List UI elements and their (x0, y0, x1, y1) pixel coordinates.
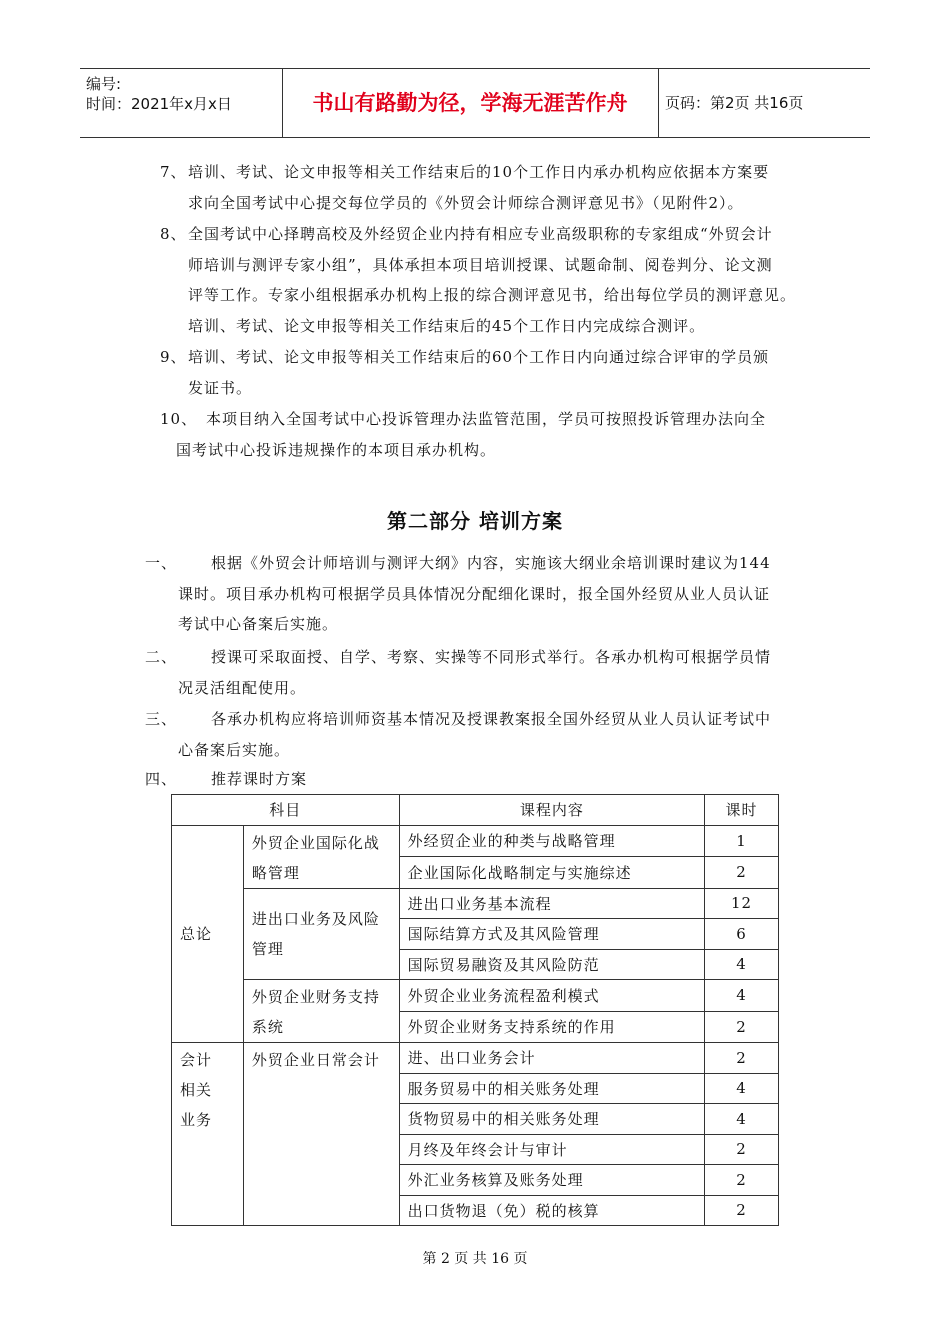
hours-cell: 2 (705, 857, 779, 889)
subject-line: 外贸企业日常会计 (251, 1051, 380, 1069)
course-hours-table (171, 794, 779, 1226)
page-header (80, 68, 870, 138)
item-number: 一、 (145, 554, 178, 572)
category-line: 会计 (180, 1051, 213, 1069)
item-line: 推荐课时方案 (211, 770, 308, 788)
item-line: 全国考试中心择聘高校及外经贸企业内持有相应专业高级职称的专家组成“外贸会计 (188, 225, 773, 243)
content-cell: 外汇业务核算及账务处理 (399, 1165, 704, 1196)
subject-line: 进出口业务及风险 (251, 909, 380, 928)
content-cell: 外贸企业财务支持系统的作用 (399, 1011, 704, 1043)
page-footer: 第 2 页 共 16 页 (422, 1251, 528, 1267)
content-cell: 外贸企业业务流程盈利模式 (399, 980, 704, 1012)
subject-cell (243, 980, 399, 1043)
item-line: 况灵活组配使用。 (178, 678, 307, 697)
content-cell: 出口货物退（免）税的核算 (399, 1195, 704, 1226)
header-motto: 书山有路勤为径，学海无涯苦作舟 (282, 69, 659, 137)
item-line: 考试中心备案后实施。 (178, 615, 339, 633)
subject-line: 系统 (251, 1018, 284, 1036)
section-title: 第二部分 培训方案 (387, 509, 563, 533)
header-subject: 科目 (172, 795, 400, 826)
subject-line: 略管理 (251, 863, 300, 882)
table-row (172, 825, 779, 857)
hours-cell: 6 (705, 919, 779, 950)
item-number: 7、 (160, 163, 187, 181)
subject-cell (243, 825, 399, 888)
item-number: 9、 (160, 348, 187, 366)
hours-cell: 4 (705, 980, 779, 1012)
item-line: 各承办机构应将培训师资基本情况及授课教案报全国外经贸从业人员认证考试中 (211, 710, 772, 728)
item-number: 10、 (160, 410, 198, 428)
category-cell: 总论 (172, 825, 244, 1043)
subject-cell (243, 888, 399, 980)
table-row (172, 888, 779, 919)
header-hours: 课时 (705, 795, 779, 826)
content-cell: 进出口业务基本流程 (399, 888, 704, 919)
category-line: 相关 (180, 1081, 213, 1099)
header-page-label: 页码：第2页 共16页 (665, 94, 804, 112)
header-meta (80, 69, 283, 137)
subject-line: 管理 (251, 939, 284, 958)
content-cell: 月终及年终会计与审计 (399, 1134, 704, 1165)
hours-cell: 4 (705, 949, 779, 980)
subject-line: 外贸企业财务支持 (251, 988, 380, 1006)
content-cell: 国际贸易融资及其风险防范 (399, 949, 704, 980)
item-number: 二、 (145, 648, 178, 666)
content-cell: 进、出口业务会计 (399, 1043, 704, 1074)
content-cell: 外经贸企业的种类与战略管理 (399, 825, 704, 857)
serial-label: 编号: (86, 75, 122, 93)
category-line: 业务 (180, 1111, 213, 1129)
item-line: 培训、考试、论文申报等相关工作结束后的60个工作日内向通过综合评审的学员颁 (188, 348, 770, 366)
date-label: 时间：2021年x月x日 (86, 95, 232, 113)
item-line: 根据《外贸会计师培训与测评大纲》内容，实施该大纲业余培训课时建议为144 (211, 554, 771, 572)
subject-line: 外贸企业国际化战 (251, 833, 380, 852)
item-line: 发证书。 (188, 378, 253, 397)
header-content: 课程内容 (399, 795, 704, 826)
item-line: 求向全国考试中心提交每位学员的《外贸会计师综合测评意见书》（见附件2）。 (188, 193, 744, 212)
hours-cell: 12 (705, 888, 779, 919)
subject-cell (243, 1043, 399, 1226)
item-line: 国考试中心投诉违规操作的本项目承办机构。 (176, 440, 497, 459)
item-number: 四、 (145, 770, 178, 788)
item-line: 师培训与测评专家小组”，具体承担本项目培训授课、试题命制、阅卷判分、论文测 (188, 255, 773, 274)
hours-cell: 4 (705, 1104, 779, 1135)
table-row (172, 980, 779, 1012)
item-line: 本项目纳入全国考试中心投诉管理办法监管范围，学员可按照投诉管理办法向全 (206, 410, 767, 428)
item-line: 评等工作。专家小组根据承办机构上报的综合测评意见书，给出每位学员的测评意见。 (188, 286, 797, 304)
item-number: 三、 (145, 710, 178, 728)
table-row (172, 1043, 779, 1074)
content-cell: 企业国际化战略制定与实施综述 (399, 857, 704, 889)
hours-cell: 2 (705, 1165, 779, 1196)
item-line: 培训、考试、论文申报等相关工作结束后的10个工作日内承办机构应依据本方案要 (188, 163, 770, 181)
item-line: 课时。项目承办机构可根据学员具体情况分配细化课时，报全国外经贸从业人员认证 (178, 584, 771, 603)
hours-cell: 4 (705, 1073, 779, 1104)
hours-cell: 2 (705, 1195, 779, 1226)
item-line: 授课可采取面授、自学、考察、实操等不同形式举行。各承办机构可根据学员情 (211, 648, 772, 666)
category-cell (172, 1043, 244, 1226)
item-line: 培训、考试、论文申报等相关工作结束后的45个工作日内完成综合测评。 (188, 316, 706, 335)
item-line: 心备案后实施。 (178, 740, 291, 759)
item-number: 8、 (160, 225, 187, 243)
hours-cell: 1 (705, 825, 779, 857)
content-cell: 服务贸易中的相关账务处理 (399, 1073, 704, 1104)
content-cell: 货物贸易中的相关账务处理 (399, 1104, 704, 1135)
hours-cell: 2 (705, 1043, 779, 1074)
hours-cell: 2 (705, 1011, 779, 1043)
hours-cell: 2 (705, 1134, 779, 1165)
content-cell: 国际结算方式及其风险管理 (399, 919, 704, 950)
table-header-row (172, 795, 779, 826)
